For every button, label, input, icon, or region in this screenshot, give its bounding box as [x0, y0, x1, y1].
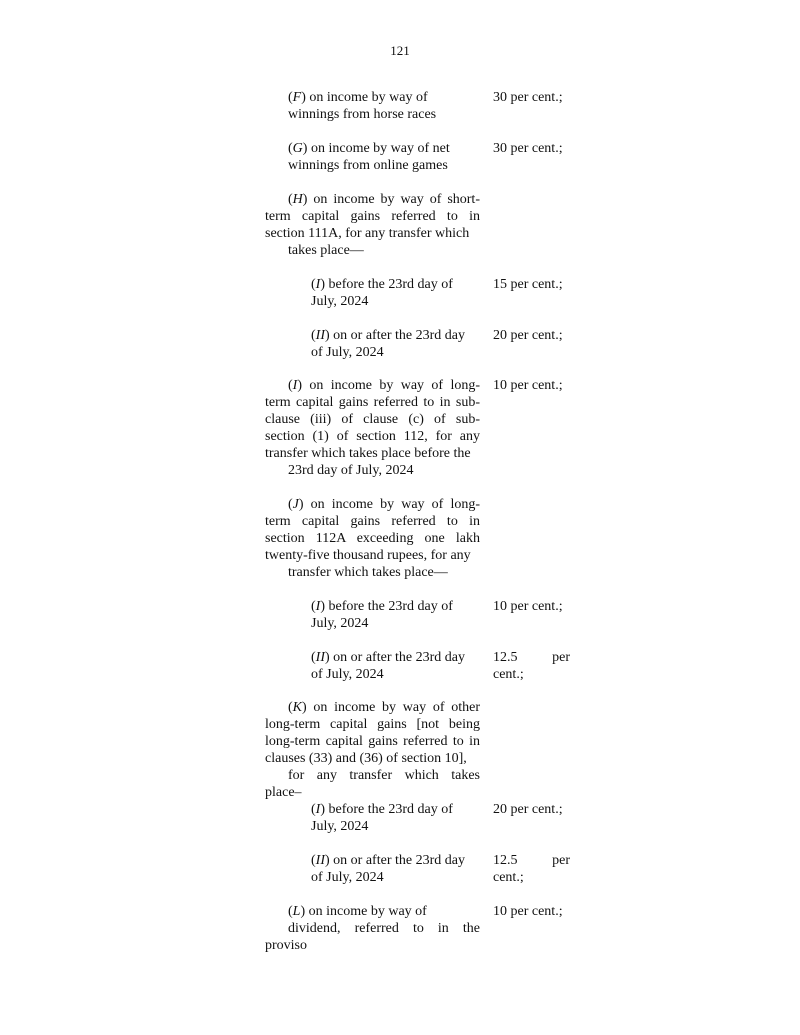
- clause-label: G: [292, 141, 303, 156]
- desc-line: long-term capital gains referred to in: [265, 734, 480, 749]
- clause-label: K: [292, 700, 303, 715]
- rate-value: 20 per cent.;: [493, 802, 563, 817]
- desc-line: on income by way of net: [310, 141, 450, 156]
- rate-unit: per: [552, 853, 570, 868]
- row-description: (G) on income by way of net winnings from online games: [265, 140, 480, 174]
- desc-line: on income by way of: [308, 904, 427, 919]
- clause-label: II: [315, 853, 325, 868]
- desc-line: dividend, referred to in the proviso: [265, 921, 480, 953]
- desc-line: before the 23rd day of: [328, 802, 453, 817]
- desc-line: on or after the 23rd day: [333, 650, 465, 665]
- page-number: 121: [390, 43, 410, 58]
- clause-label: I: [292, 378, 298, 393]
- rate-value: 10 per cent.;: [493, 378, 563, 393]
- clause-label: I: [315, 599, 321, 614]
- row-description: (J) on income by way of long- term capital gains referred to in section 112A exceeding one lakh twenty-five thousand rupees, for any transfer which takes place—: [265, 497, 480, 580]
- desc-line: of July, 2024: [311, 870, 384, 885]
- desc-line: transfer which takes place—: [288, 565, 448, 580]
- desc-line: transfer which takes place before the: [265, 446, 471, 461]
- row-description: (F) on income by way of winnings from horse races: [265, 89, 480, 123]
- row-description: (K) on income by way of other long-term capital gains [not being long-term capital gains referred to in clauses (33) and (36) of section 10], for any transfer which takes place–: [265, 700, 480, 800]
- row-description: (H) on income by way of short- term capital gains referred to in section 111A, for any transfer which takes place—: [265, 192, 480, 258]
- rate-value: [493, 852, 570, 886]
- desc-line: of July, 2024: [311, 667, 384, 682]
- desc-line: of July, 2024: [311, 345, 384, 360]
- desc-line: takes place—: [288, 243, 364, 258]
- desc-line: section (1) of section 112, for any: [265, 429, 480, 444]
- clause-label: H: [292, 192, 303, 207]
- desc-line: 23rd day of July, 2024: [288, 463, 414, 478]
- clause-label: I: [315, 802, 321, 817]
- desc-line: on income by way of short-: [313, 192, 480, 207]
- desc-line: winnings from horse races: [288, 107, 437, 122]
- rate-value: 10 per cent.;: [493, 599, 563, 614]
- row-description: (I) before the 23rd day of July, 2024: [288, 598, 480, 632]
- rate-unit-cont: cent.;: [493, 870, 524, 885]
- desc-line: on or after the 23rd day: [333, 328, 465, 343]
- desc-line: winnings from online games: [288, 158, 448, 173]
- rate-value: 30 per cent.;: [493, 141, 563, 156]
- row-description: (L) on income by way of dividend, referred to in the proviso: [265, 904, 480, 953]
- rate-value: 20 per cent.;: [493, 328, 563, 343]
- desc-line: before the 23rd day of: [328, 277, 453, 292]
- desc-line: term capital gains referred to in: [265, 209, 480, 224]
- row-description: (I) before the 23rd day of July, 2024: [288, 801, 480, 835]
- rate-unit-cont: cent.;: [493, 667, 524, 682]
- desc-line: July, 2024: [311, 294, 369, 309]
- clause-label: II: [315, 328, 325, 343]
- row-description: (I) before the 23rd day of July, 2024: [288, 276, 480, 310]
- row-description: (II) on or after the 23rd day of July, 2024: [288, 327, 480, 361]
- desc-line: clauses (33) and (36) of section 10],: [265, 751, 467, 766]
- rate-value: 10 per cent.;: [493, 904, 563, 919]
- rate-number: 12.5: [493, 650, 518, 665]
- row-description: (I) on income by way of long- term capital gains referred to in sub- clause (iii) of clause (c) of sub- section (1) of section 112, for any transfer which takes place before the 23rd day of July, 2024: [265, 378, 480, 478]
- desc-line: July, 2024: [311, 819, 369, 834]
- rate-unit: per: [552, 650, 570, 665]
- clause-label: F: [292, 90, 302, 105]
- desc-line: on income by way of long-: [309, 378, 480, 393]
- desc-line: on or after the 23rd day: [333, 853, 465, 868]
- desc-line: term capital gains referred to in sub-: [265, 395, 480, 410]
- rate-value: 30 per cent.;: [493, 90, 563, 105]
- desc-line: term capital gains referred to in: [265, 514, 480, 529]
- rate-number: 12.5: [493, 853, 518, 868]
- desc-line: section 112A exceeding one lakh: [265, 531, 480, 546]
- desc-line: before the 23rd day of: [328, 599, 453, 614]
- desc-line: section 111A, for any transfer which: [265, 226, 470, 241]
- desc-line: on income by way of: [309, 90, 428, 105]
- desc-line: twenty-five thousand rupees, for any: [265, 548, 471, 563]
- row-description: (II) on or after the 23rd day of July, 2024: [288, 852, 480, 886]
- desc-line: on income by way of long-: [310, 497, 480, 512]
- clause-label: L: [292, 904, 301, 919]
- row-description: (II) on or after the 23rd day of July, 2024: [288, 649, 480, 683]
- clause-label: J: [292, 497, 299, 512]
- desc-line: July, 2024: [311, 616, 369, 631]
- desc-line: long-term capital gains [not being: [265, 717, 480, 732]
- clause-label: I: [315, 277, 321, 292]
- clause-label: II: [315, 650, 325, 665]
- rate-value: 15 per cent.;: [493, 277, 563, 292]
- rate-value: [493, 649, 570, 683]
- desc-line: clause (iii) of clause (c) of sub-: [265, 412, 480, 427]
- desc-line: on income by way of other: [313, 700, 480, 715]
- desc-line: for any transfer which takes place–: [265, 768, 480, 800]
